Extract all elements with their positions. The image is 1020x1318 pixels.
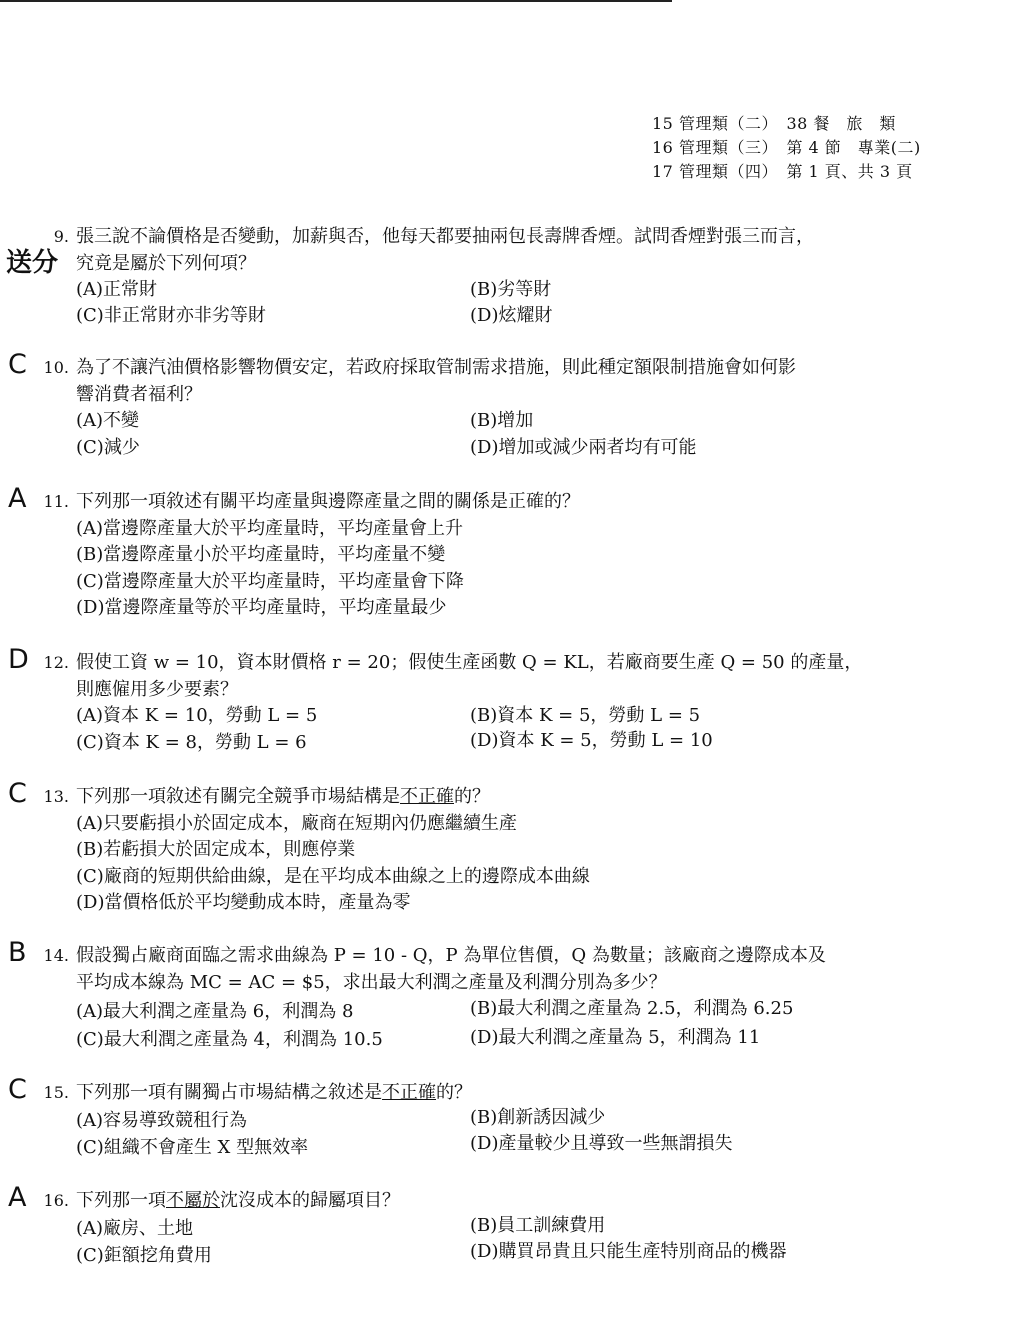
option-a: (A)正常財 bbox=[76, 279, 158, 300]
option-b: (B)若虧損大於固定成本，則應停業 bbox=[76, 839, 356, 860]
answer-mark: A bbox=[8, 483, 27, 514]
option-a: (A)不變 bbox=[76, 410, 140, 431]
option-c: (C)鉅額挖角費用 bbox=[76, 1245, 212, 1266]
question-stem-line-1: 下列那一項敘述有關平均產量與邊際產量之間的關係是正確的？ bbox=[76, 491, 580, 512]
question-stem-line-1: 假設獨占廠商面臨之需求曲線為 P = 10 - Q，P 為單位售價，Q 為數量；該廠商之邊際成本及 bbox=[76, 945, 826, 966]
option-d: (D)最大利潤之產量為 5，利潤為 11 bbox=[470, 1027, 761, 1048]
question-number: 11. bbox=[43, 492, 69, 511]
option-a: (A)當邊際產量大於平均產量時，平均產量會上升 bbox=[76, 518, 464, 539]
stem-text-post: 的？ bbox=[436, 1082, 472, 1103]
stem-text-pre: 下列那一項 bbox=[76, 1190, 166, 1211]
top-border-line bbox=[0, 0, 672, 2]
question-stem-line-1: 假使工資 w = 10，資本財價格 r = 20；假使生產函數 Q = KL，若廠商要生產 Q = 50 的產量， bbox=[76, 652, 863, 673]
answer-mark: C bbox=[8, 778, 27, 809]
option-c: (C)組織不會產生 X 型無效率 bbox=[76, 1137, 309, 1158]
answer-mark: D bbox=[8, 644, 29, 675]
stem-text-post: 沈沒成本的歸屬項目？ bbox=[220, 1190, 400, 1211]
header-line-1: 15 管理類（二） 38 餐 旅 類 bbox=[652, 114, 896, 133]
question-number: 15. bbox=[43, 1083, 69, 1102]
option-c: (C)當邊際產量大於平均產量時，平均產量會下降 bbox=[76, 571, 464, 592]
option-d: (D)購買昂貴且只能生產特別商品的機器 bbox=[470, 1241, 787, 1262]
question-stem-line-2: 響消費者福利？ bbox=[76, 384, 202, 405]
option-d: (D)當價格低於平均變動成本時，產量為零 bbox=[76, 892, 411, 913]
question-stem-line-2: 平均成本線為 MC = AC = $5，求出最大利潤之產量及利潤分別為多少？ bbox=[76, 972, 667, 993]
header-line-2: 16 管理類（三） 第 4 節 專業(二) bbox=[652, 138, 921, 157]
option-b: (B)員工訓練費用 bbox=[470, 1215, 606, 1236]
question-stem bbox=[76, 1188, 916, 1214]
answer-mark: C bbox=[8, 1074, 27, 1105]
option-b: (B)創新誘因減少 bbox=[470, 1107, 606, 1128]
header-line-3: 17 管理類（四） 第 1 頁、共 3 頁 bbox=[652, 162, 913, 181]
option-a: (A)廠房、土地 bbox=[76, 1218, 194, 1239]
answer-mark: 送分 bbox=[6, 248, 59, 278]
question-number: 12. bbox=[43, 653, 69, 672]
page-header bbox=[652, 112, 921, 184]
option-c: (C)非正常財亦非劣等財 bbox=[76, 305, 266, 326]
option-d: (D)當邊際產量等於平均產量時，平均產量最少 bbox=[76, 597, 447, 618]
stem-text-post: 的？ bbox=[454, 786, 490, 807]
question-number: 10. bbox=[43, 358, 69, 377]
question-stem bbox=[76, 784, 916, 810]
option-c: (C)資本 K = 8，勞動 L = 6 bbox=[76, 732, 307, 753]
question-number: 13. bbox=[43, 787, 69, 806]
option-a: (A)最大利潤之產量為 6，利潤為 8 bbox=[76, 1001, 354, 1022]
option-d: (D)炫耀財 bbox=[470, 305, 553, 326]
option-d: (D)資本 K = 5，勞動 L = 10 bbox=[470, 730, 713, 751]
option-d: (D)產量較少且導致一些無謂損失 bbox=[470, 1133, 733, 1154]
option-d: (D)增加或減少兩者均有可能 bbox=[470, 437, 697, 458]
option-a: (A)只要虧損小於固定成本，廠商在短期內仍應繼續生產 bbox=[76, 813, 518, 834]
option-b: (B)劣等財 bbox=[470, 279, 552, 300]
option-b: (B)當邊際產量小於平均產量時，平均產量不變 bbox=[76, 544, 446, 565]
option-a: (A)資本 K = 10，勞動 L = 5 bbox=[76, 705, 318, 726]
question-number: 16. bbox=[43, 1191, 69, 1210]
question-stem-line-1: 為了不讓汽油價格影響物價安定，若政府採取管制需求措施，則此種定額限制措施會如何影 bbox=[76, 357, 796, 378]
option-c: (C)減少 bbox=[76, 437, 140, 458]
option-a: (A)容易導致競租行為 bbox=[76, 1110, 248, 1131]
stem-text-underlined: 不正確 bbox=[400, 786, 454, 807]
stem-text-pre: 下列那一項敘述有關完全競爭市場結構是 bbox=[76, 786, 400, 807]
stem-text-underlined: 不正確 bbox=[382, 1082, 436, 1103]
option-b: (B)資本 K = 5，勞動 L = 5 bbox=[470, 705, 701, 726]
option-c: (C)廠商的短期供給曲線，是在平均成本曲線之上的邊際成本曲線 bbox=[76, 866, 590, 887]
option-c: (C)最大利潤之產量為 4，利潤為 10.5 bbox=[76, 1029, 383, 1050]
option-b: (B)最大利潤之產量為 2.5，利潤為 6.25 bbox=[470, 998, 794, 1019]
question-stem-line-1: 張三說不論價格是否變動，加薪與否，他每天都要抽兩包長壽牌香煙。試問香煙對張三而言， bbox=[76, 226, 814, 247]
question-stem-line-2: 則應僱用多少要素？ bbox=[76, 679, 238, 700]
question-number: 14. bbox=[43, 946, 69, 965]
question-number: 9. bbox=[53, 227, 69, 246]
question-stem-line-2: 究竟是屬於下列何項？ bbox=[76, 253, 256, 274]
answer-mark: B bbox=[8, 937, 27, 968]
stem-text-underlined: 不屬於 bbox=[166, 1190, 220, 1211]
option-b: (B)增加 bbox=[470, 410, 534, 431]
answer-mark: A bbox=[8, 1182, 27, 1213]
question-stem bbox=[76, 1080, 916, 1106]
stem-text-pre: 下列那一項有關獨占市場結構之敘述是 bbox=[76, 1082, 382, 1103]
answer-mark: C bbox=[8, 349, 27, 380]
